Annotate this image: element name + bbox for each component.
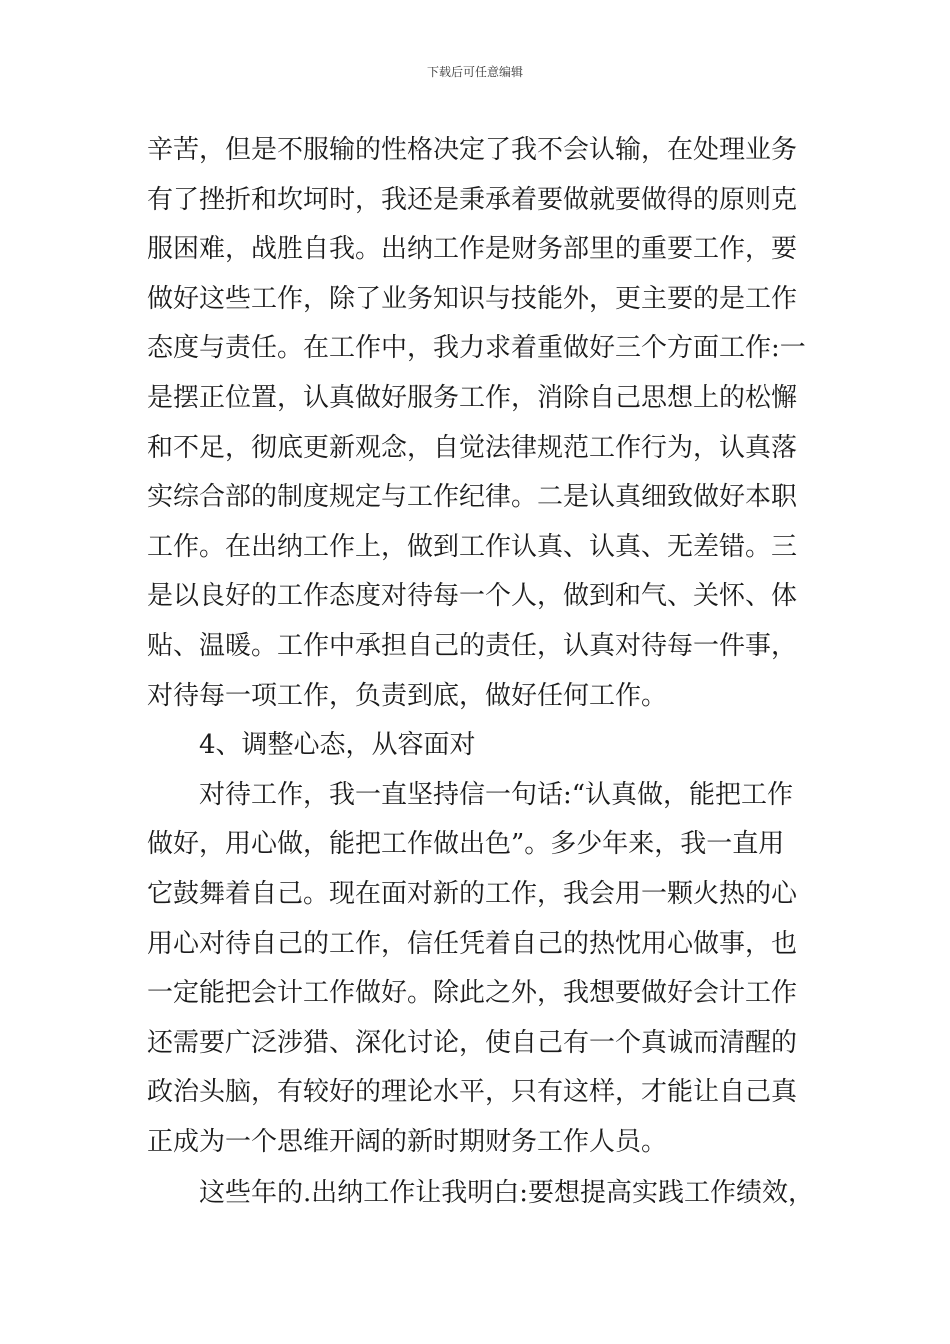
text-line: 辛苦，但是不服输的性格决定了我不会认输，在处理业务	[147, 135, 798, 165]
section-heading: 4、调整心态，从容面对	[199, 730, 476, 761]
text-line: 工作。在出纳工作上，做到工作认真、认真、无差错。三	[147, 531, 798, 562]
text-line: 这些年的.出纳工作让我明白:要想提高实践工作绩效，	[199, 1178, 815, 1209]
text-line: 还需要广泛涉猎、深化讨论，使自己有一个真诚而清醒的	[147, 1027, 798, 1058]
text-line: 态度与责任。在工作中，我力求着重做好三个方面工作:一	[147, 333, 806, 364]
text-line: 一定能把会计工作做好。除此之外，我想要做好会计工作	[147, 978, 798, 1009]
text-line: 做好，用心做，能把工作做出色”。多少年来，我一直用	[147, 829, 785, 860]
text-line: 服困难，战胜自我。出纳工作是财务部里的重要工作，要	[147, 234, 798, 265]
text-line: 对待工作，我一直坚持信一句话:“认真做，能把工作	[199, 779, 794, 810]
text-line: 政治头脑，有较好的理论水平，只有这样，才能让自己真	[147, 1077, 798, 1108]
text-line: 对待每一项工作，负责到底，做好任何工作。	[147, 680, 668, 711]
text-line: 它鼓舞着自己。现在面对新的工作，我会用一颗火热的心	[147, 878, 798, 909]
text-line: 贴、温暖。工作中承担自己的责任，认真对待每一件事，	[147, 630, 798, 661]
text-line: 有了挫折和坎坷时，我还是秉承着要做就要做得的原则克	[147, 184, 798, 215]
text-line: 是摆正位置，认真做好服务工作，消除自己思想上的松懈	[147, 382, 798, 413]
text-line: 实综合部的制度规定与工作纪律。二是认真细致做好本职	[147, 482, 798, 513]
text-line: 和不足，彻底更新观念，自觉法律规范工作行为，认真落	[147, 432, 798, 463]
page-header: 下载后可任意编辑	[426, 65, 523, 79]
text-line: 用心对待自己的工作，信任凭着自己的热忱用心做事，也	[147, 928, 798, 959]
document-body	[147, 126, 827, 1219]
text-line: 是以良好的工作态度对待每一个人，做到和气、关怀、体	[147, 581, 798, 612]
text-line: 做好这些工作，除了业务知识与技能外，更主要的是工作	[147, 283, 798, 314]
text-line: 正成为一个思维开阔的新时期财务工作人员。	[147, 1126, 668, 1157]
